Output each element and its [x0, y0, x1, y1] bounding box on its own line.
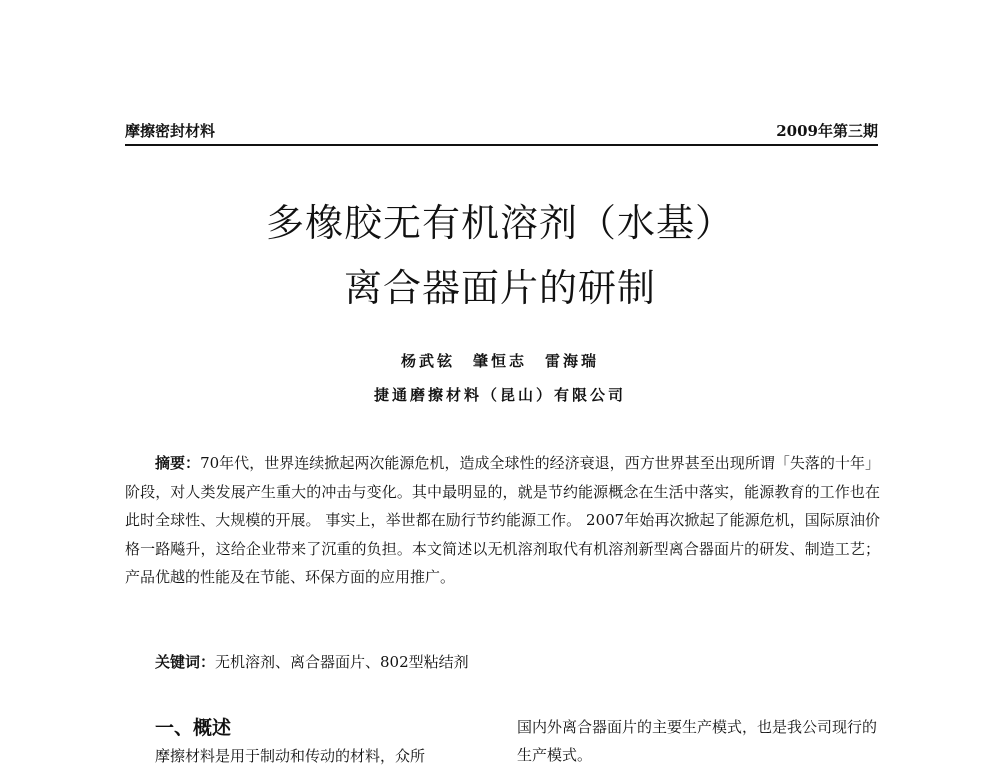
keywords-text: 无机溶剂、离合器面片、802型粘结剂	[215, 653, 469, 671]
authors: 杨武铉 肇恒志 雷海瑞	[400, 352, 599, 370]
abstract-text: 70年代，世界连续掀起两次能源危机，造成全球性的经济衰退，西方世界甚至出现所谓「失落的十年」阶段，对人类发展产生重大的冲击与变化。其中最明显的，就是节约能源概念在生活中落实，能源教育的工作也在此时全球性、大规模的开展。 事实上，举世都在励行节约能源工作。 2007年始再次掀起了能源危机，国际原油价格一路飚升，这给企业带来了沉重的负担。本文简述以无机溶剂取代有机溶剂新型离合器面片的研发、制造工艺；产品优越的性能及在节能、环保方面的应用推广。	[125, 454, 880, 586]
abstract	[125, 449, 880, 592]
issue-number: 2009年第三期	[776, 122, 878, 140]
body-text-left: 摩擦材料是用于制动和传动的材料，众所	[155, 747, 426, 765]
section-heading: 一、概述	[155, 717, 232, 739]
keywords	[155, 648, 469, 676]
title-line-2: 离合器面片的研制	[343, 266, 656, 310]
keywords-label: 关键词：	[155, 653, 216, 671]
abstract-label: 摘要：	[155, 454, 201, 472]
body-text-right: 国内外离合器面片的主要生产模式，也是我公司现行的生产模式。	[517, 718, 878, 764]
header-rule	[125, 144, 878, 146]
journal-name: 摩擦密封材料	[125, 122, 216, 140]
title-line-1: 多橡胶无有机溶剂（水基）	[265, 201, 734, 245]
running-header	[125, 120, 878, 142]
affiliation: 捷通磨擦材料（昆山）有限公司	[373, 386, 626, 404]
